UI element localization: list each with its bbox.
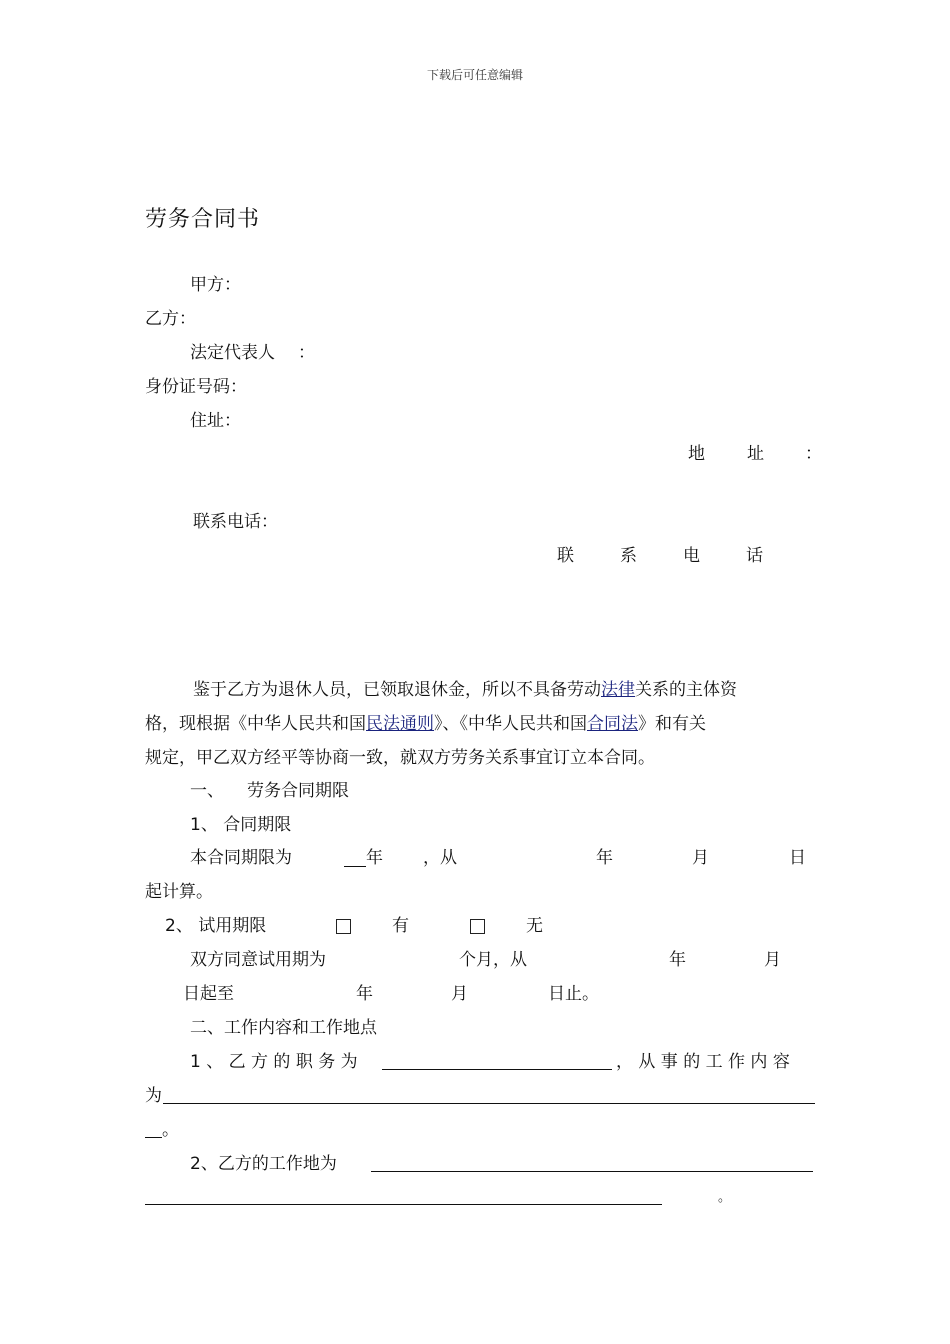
- section-1-number: 一、: [190, 781, 224, 801]
- work-place-period: 。: [718, 1190, 732, 1205]
- link-contract-law[interactable]: 合同法: [587, 714, 638, 734]
- term-start-month: 月: [692, 848, 709, 868]
- trial-end-day: 日止。: [548, 984, 599, 1004]
- term-years-blank: [344, 848, 366, 867]
- id-number-label: 身份证号码：: [145, 377, 247, 397]
- trial-start-month: 月: [764, 950, 781, 970]
- link-civil-law[interactable]: 民法通则: [366, 714, 434, 734]
- trial-months: 个月，从: [459, 950, 527, 970]
- phone-char-3: 电: [683, 546, 700, 566]
- option-no-label: 无: [526, 916, 543, 936]
- term-years-unit: 年: [366, 848, 383, 868]
- work-place-label: 2、乙方的工作地为: [190, 1154, 337, 1174]
- section-2-title: 二、工作内容和工作地点: [190, 1018, 377, 1038]
- preamble-text: 格，现根据《中华人民共和国: [145, 714, 366, 734]
- party-b-label: 乙方：: [145, 309, 196, 329]
- preamble-line-1: [193, 680, 737, 700]
- legal-representative-label: 法定代表人: [190, 343, 275, 363]
- section-1-title: 劳务合同期限: [247, 781, 349, 801]
- work-place-blank-2: [145, 1204, 662, 1205]
- duty-content-blank-2: [145, 1137, 162, 1138]
- preamble-line-3: 规定，甲乙双方经平等协商一致，就双方劳务关系事宜订立本合同。: [145, 748, 655, 768]
- duty-content-label: ， 从 事 的 工 作 内 容: [616, 1052, 790, 1072]
- address-colon: ：: [805, 444, 822, 464]
- term-label: 本合同期限为: [190, 848, 292, 868]
- phone-char-2: 系: [620, 546, 637, 566]
- duty-position-blank: [382, 1069, 612, 1070]
- work-place-blank: [371, 1171, 813, 1172]
- residence-label: 住址：: [190, 411, 241, 431]
- phone-char-1: 联: [557, 546, 574, 566]
- trial-start-year: 年: [669, 950, 686, 970]
- preamble-line-2: [145, 714, 706, 734]
- legal-representative-colon: ：: [298, 343, 315, 363]
- address-char-2: 址: [747, 444, 764, 464]
- address-char-1: 地: [688, 444, 705, 464]
- phone-label: 联系电话：: [193, 512, 278, 532]
- duty-content-blank: [163, 1103, 815, 1104]
- checkbox-yes[interactable]: [336, 918, 351, 937]
- preamble-text: 》、《中华人民共和国: [434, 714, 587, 734]
- term-start-day: 日: [789, 848, 806, 868]
- trial-end-month: 月: [451, 984, 468, 1004]
- preamble-text: 关系的主体资: [635, 680, 737, 700]
- item-2-trial-period: 2、 试用期限: [165, 916, 267, 936]
- duty-for-label: 为: [145, 1086, 162, 1106]
- preamble-text: 鉴于乙方为退休人员，已领取退休金，所以不具备劳动: [193, 680, 601, 700]
- link-law[interactable]: 法律: [601, 680, 635, 700]
- duty-period: 。: [162, 1120, 179, 1140]
- item-1-contract-term: 1、 合同期限: [190, 815, 292, 835]
- preamble-text: 》和有关: [638, 714, 706, 734]
- trial-day-to: 日起至: [183, 984, 234, 1004]
- duty-label: 1 、 乙 方 的 职 务 为: [190, 1052, 358, 1072]
- term-start-year: 年: [596, 848, 613, 868]
- page-header-note: 下载后可任意编辑: [426, 68, 523, 82]
- document-title: 劳务合同书: [145, 207, 261, 232]
- phone-char-4: 话: [746, 546, 763, 566]
- trial-end-year: 年: [356, 984, 373, 1004]
- term-from: ，从: [423, 848, 457, 868]
- option-yes-label: 有: [392, 916, 409, 936]
- trial-label: 双方同意试用期为: [190, 950, 326, 970]
- party-a-label: 甲方：: [190, 275, 241, 295]
- checkbox-no[interactable]: [470, 918, 485, 937]
- term-start-text: 起计算。: [145, 882, 213, 902]
